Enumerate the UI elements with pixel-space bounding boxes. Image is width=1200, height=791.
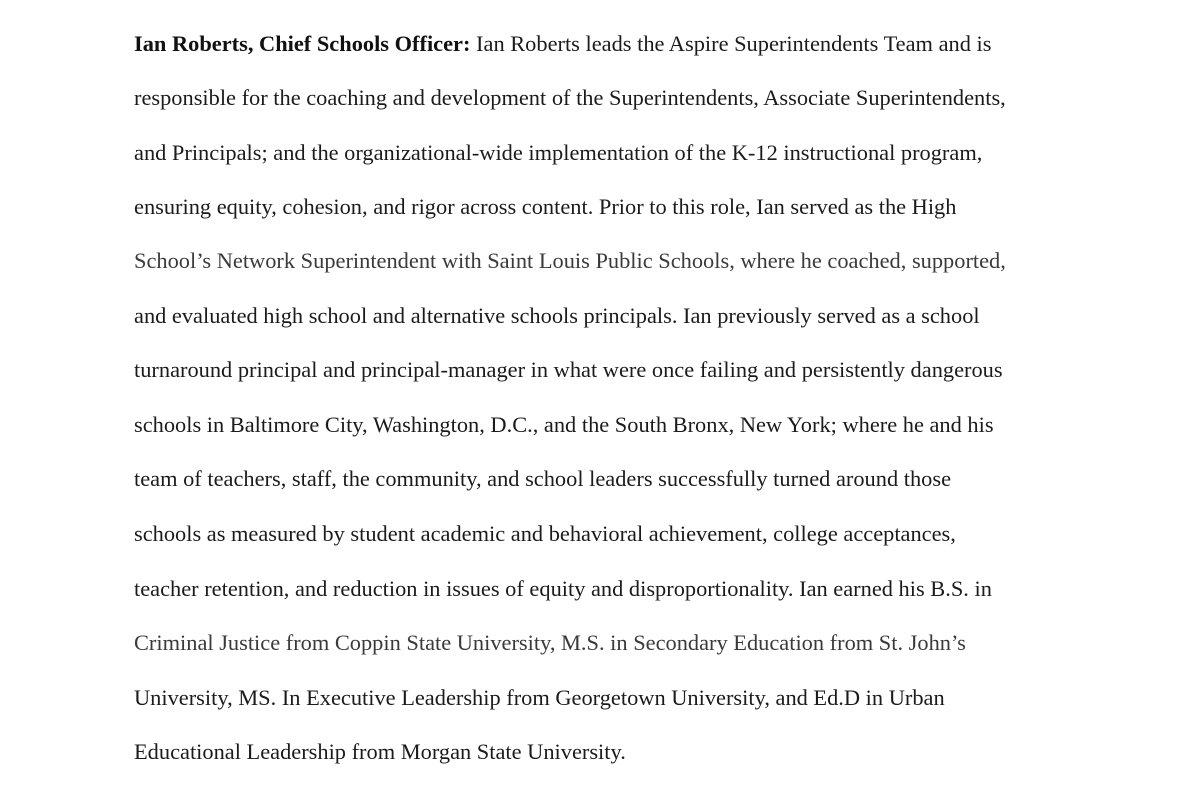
bio-line: team of teachers, staff, the community, and school leaders successfully turned around those (134, 466, 952, 491)
bio-line: ensuring equity, cohesion, and rigor across content. Prior to this role, Ian served as the High (134, 194, 957, 219)
bio-line-text: Ian Roberts leads the Aspire Superintendents Team and is (470, 31, 992, 56)
bio-line (134, 29, 991, 59)
bio-line: teacher retention, and reduction in issues of equity and disproportionality. Ian earned his B.S. in (134, 576, 992, 601)
bio-line: responsible for the coaching and development of the Superintendents, Associate Superintendents, (134, 85, 1006, 110)
bio-line: and evaluated high school and alternative schools principals. Ian previously served as a school (134, 303, 980, 328)
bio-heading: Ian Roberts, Chief Schools Officer: (134, 31, 471, 56)
bio-line: and Principals; and the organizational-wide implementation of the K-12 instructional program, (134, 140, 983, 165)
bio-line: Educational Leadership from Morgan State University. (134, 739, 626, 764)
bio-line: schools in Baltimore City, Washington, D.C., and the South Bronx, New York; where he and his (134, 412, 994, 437)
bio-line: School’s Network Superintendent with Saint Louis Public Schools, where he coached, supported, (134, 248, 1006, 273)
bio-line: turnaround principal and principal-manager in what were once failing and persistently dangerous (134, 357, 1003, 382)
bio-line: schools as measured by student academic and behavioral achievement, college acceptances, (134, 521, 956, 546)
bio-line: Criminal Justice from Coppin State University, M.S. in Secondary Education from St. John’s (134, 630, 966, 655)
bio-line: University, MS. In Executive Leadership from Georgetown University, and Ed.D in Urban (134, 685, 945, 710)
